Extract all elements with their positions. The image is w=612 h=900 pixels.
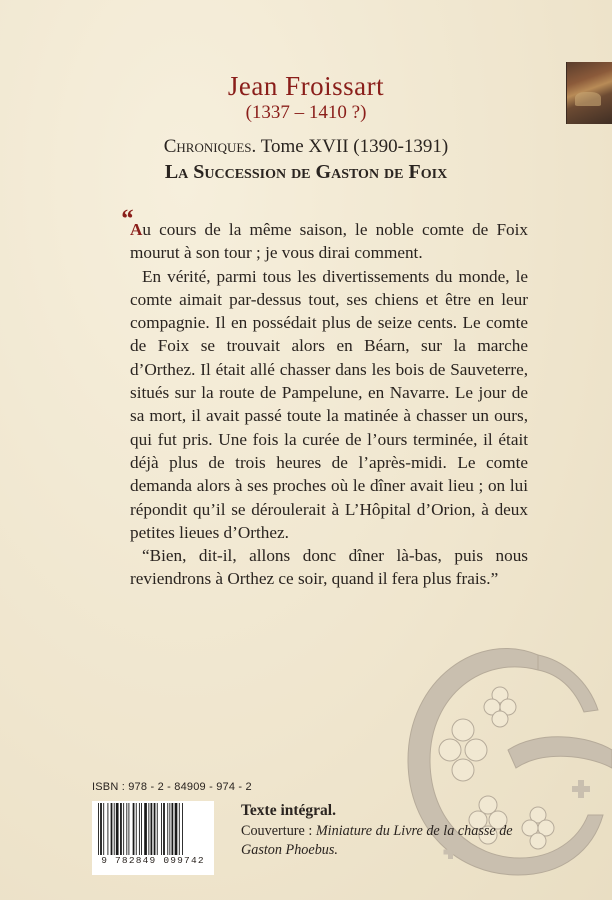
excerpt-paragraph: “Bien, dit-il, allons donc dîner là-bas, puis nous reviendrons à Orthez ce soir, quand il fera plus frais.”	[130, 546, 528, 589]
barcode-bar	[163, 803, 165, 855]
drop-cap: A	[130, 220, 143, 239]
cover-credit-label: Couverture :	[241, 823, 316, 839]
barcode-digits: 9 782849 099742	[92, 855, 214, 867]
barcode-bar	[139, 803, 140, 855]
excerpt-text	[130, 218, 528, 591]
barcode-bar	[120, 803, 122, 855]
barcode-bar	[172, 803, 174, 855]
barcode-bar	[107, 803, 108, 855]
barcode-bar	[154, 803, 156, 855]
barcode-bar	[151, 803, 153, 855]
title-block	[0, 70, 612, 185]
full-text-label: Texte intégral.	[241, 802, 336, 819]
barcode-bar	[98, 803, 99, 855]
barcode-bar	[141, 803, 142, 855]
barcode-bar	[133, 803, 135, 855]
credits-block	[241, 801, 541, 860]
cover-credit-text: Miniature du Livre de la chasse de Gaston Phoebus.	[241, 823, 513, 858]
barcode-bar	[175, 803, 178, 855]
barcode-bar	[123, 803, 124, 855]
barcode-bar	[167, 803, 168, 855]
author-dates: (1337 – 1410 ?)	[245, 102, 367, 123]
isbn-label: ISBN : 978 - 2 - 84909 - 974 - 2	[92, 781, 252, 793]
barcode-bar	[169, 803, 170, 855]
series-line	[0, 135, 612, 159]
barcode-bar	[111, 803, 113, 855]
excerpt-paragraph: En vérité, parmi tous les divertissements du monde, le comte aimait par-dessus tout, ses chiens et être en leur compagnie. Il en possédait plus de seize cents. Le comte de Foix se trouvait alors en Béarn, sur la marche d’Orthez. Il était allé chasser dans les bois de Sauveterre, situés sur la route de Pampelune, en Navarre. Le jour de sa mort, il avait passé toute la matinée à chasser un ours, qui fut pris. Une fois la curée de l’ours terminée, il était déjà plus de trois heures de l’après-midi. Le comte demanda alors à ses proches où le dîner avait lieu ; on lui répondit qu’il se déroulerait à L’Hôpital d’Orion, à deux petites lieues d’Orthez.	[130, 266, 528, 542]
book-subtitle: La Succession de Gaston de Foix	[164, 161, 448, 183]
author-name: Jean Froissart	[227, 71, 385, 101]
barcode-bar	[148, 803, 149, 855]
series-name: Chroniques.	[163, 136, 257, 157]
barcode-bar	[126, 803, 127, 855]
barcode-bar	[114, 803, 115, 855]
barcode-bar	[161, 803, 162, 855]
barcode-bar	[100, 803, 102, 855]
open-quote-mark: “	[120, 204, 133, 233]
cover-credit	[241, 822, 541, 860]
barcode-bar	[144, 803, 147, 855]
barcode-bar	[103, 803, 104, 855]
barcode-bar	[128, 803, 129, 855]
barcode-bar	[157, 803, 158, 855]
excerpt-paragraph-1-text: u cours de la même saison, le noble comte de Foix mourut à son tour ; je vous dirai comment.	[130, 220, 528, 263]
barcode-bar	[116, 803, 119, 855]
barcode-bar	[136, 803, 137, 855]
barcode-bar	[179, 803, 180, 855]
excerpt-paragraph	[130, 218, 528, 265]
barcode-bar	[182, 803, 183, 855]
series-volume: Tome XVII (1390-1391)	[256, 136, 449, 157]
